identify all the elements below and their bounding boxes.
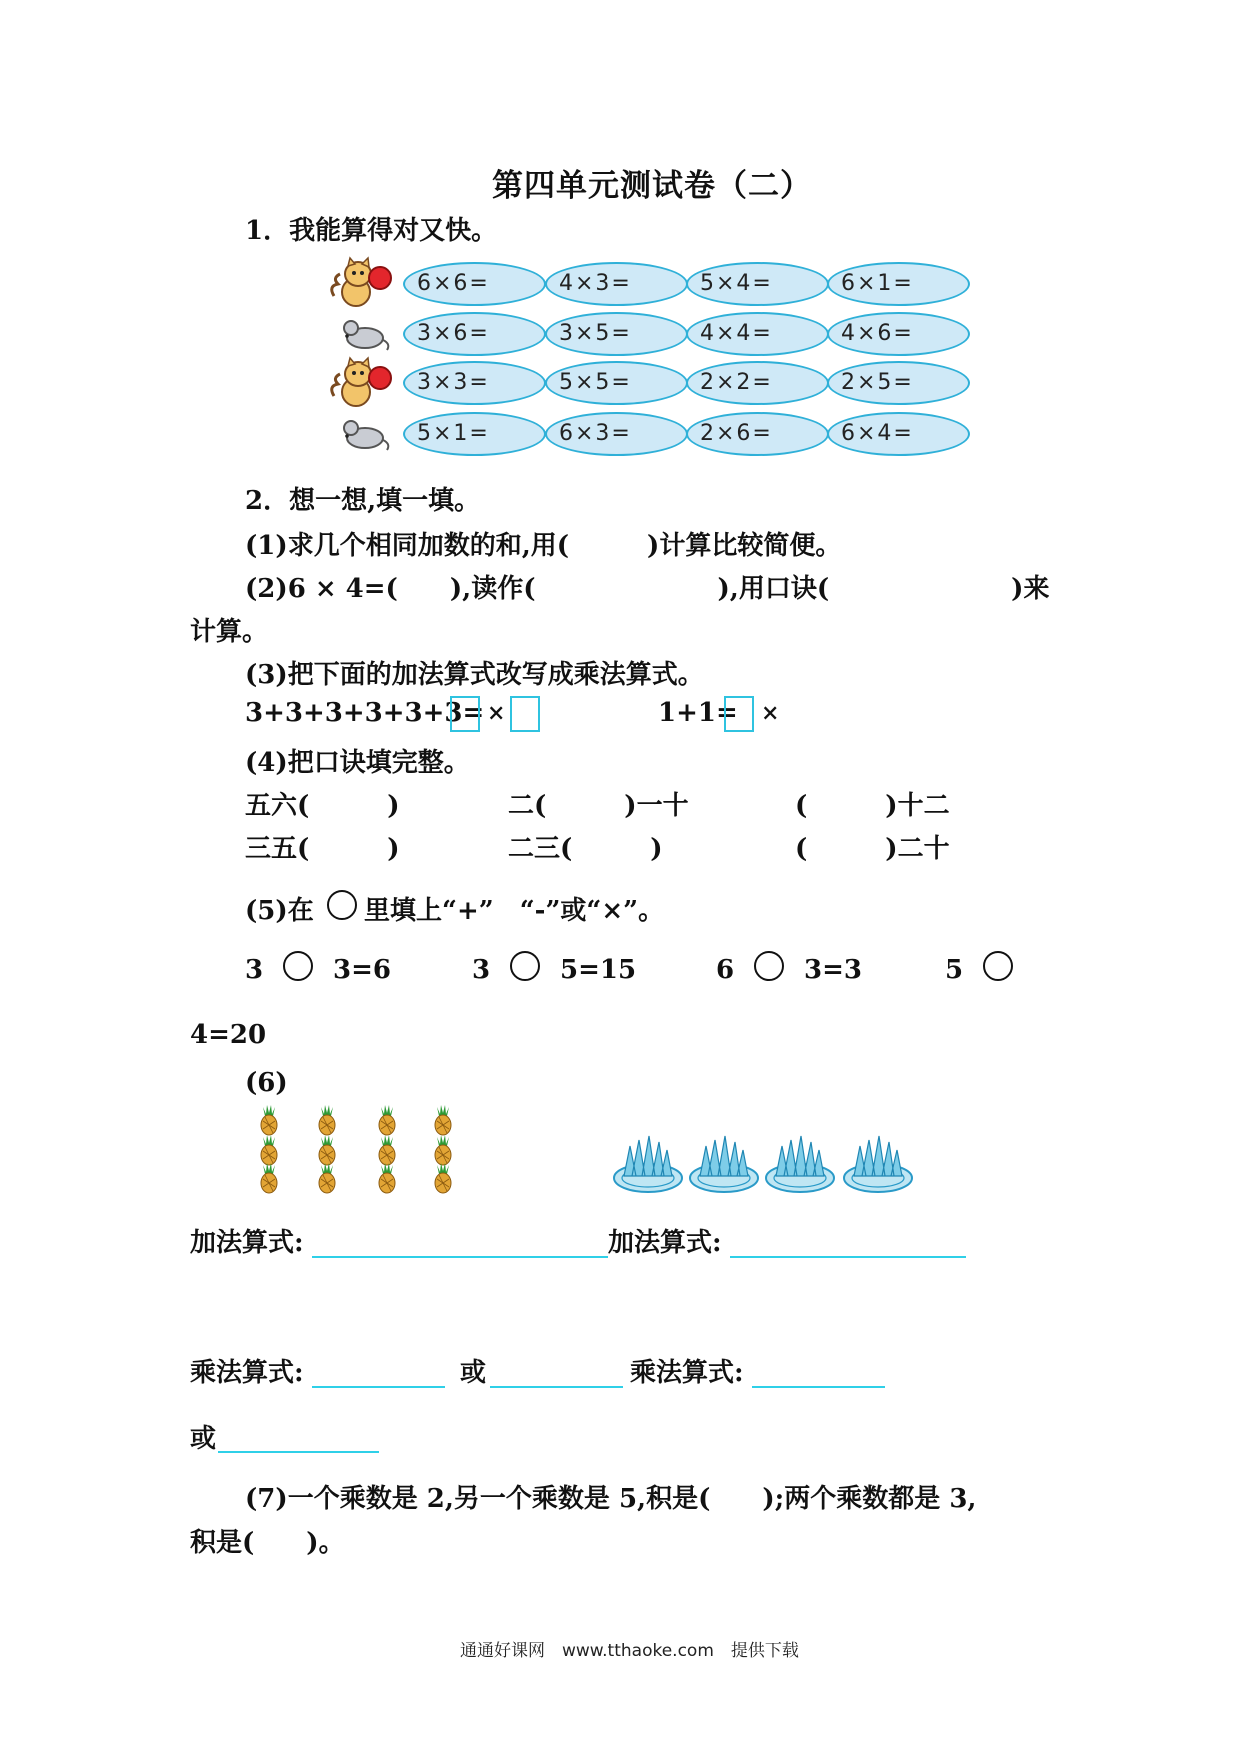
- multiplication-answer-line[interactable]: [312, 1386, 445, 1388]
- q5-operand: 3: [472, 955, 491, 985]
- mouse-icon: [335, 316, 393, 352]
- q5-operand: 5: [945, 955, 964, 985]
- calc-oval: 2×6=: [686, 412, 829, 456]
- calc-oval: 6×1=: [827, 262, 970, 306]
- rhyme-blank: 三五( ): [245, 834, 400, 864]
- operator-circle[interactable]: [754, 951, 784, 981]
- rhyme-blank: 二( )一十: [508, 791, 689, 821]
- rhyme-blank: ( )十二: [795, 791, 950, 821]
- calc-oval: 6×6=: [403, 262, 546, 306]
- q5-result: 3=3: [804, 955, 862, 985]
- rhyme-blank: ( )二十: [795, 834, 950, 864]
- section-1-heading: 1．我能算得对又快。: [245, 216, 498, 246]
- calc-oval: 2×5=: [827, 361, 970, 405]
- question-6: (6): [245, 1068, 288, 1098]
- calc-oval: 4×3=: [545, 262, 688, 306]
- page-title: 第四单元测试卷（二）: [492, 168, 812, 204]
- q5-result: 5=15: [560, 955, 637, 985]
- operator-circle[interactable]: [283, 951, 313, 981]
- calc-oval: 3×3=: [403, 361, 546, 405]
- calc-oval: 5×4=: [686, 262, 829, 306]
- addition-label: 加法算式:: [190, 1228, 304, 1258]
- question-2: (2)6 × 4=( ),读作( ),用口诀( )来: [245, 574, 1050, 604]
- addition-label: 加法算式:: [608, 1228, 722, 1258]
- or-label: 或: [190, 1424, 217, 1454]
- calc-oval: 4×4=: [686, 312, 829, 356]
- cat-icon: [328, 356, 396, 410]
- operator-circle[interactable]: [983, 951, 1013, 981]
- q5-operand: 3: [245, 955, 264, 985]
- or-label: 或: [460, 1358, 487, 1388]
- question-5-prefix: (5)在: [245, 896, 314, 926]
- multiplication-label: 乘法算式:: [630, 1358, 744, 1388]
- rhyme-blank: 五六( ): [245, 791, 400, 821]
- calc-oval: 5×1=: [403, 412, 546, 456]
- multiplication-label: 乘法算式:: [190, 1358, 304, 1388]
- times-sign: ×: [761, 700, 780, 726]
- q3-addition-right: 1+1=: [658, 698, 738, 728]
- footer-credit: 通通好课网 www.tthaoke.com 提供下载: [460, 1641, 799, 1661]
- q5-result: 3=6: [333, 955, 391, 985]
- multiplication-answer-line[interactable]: [752, 1386, 885, 1388]
- cat-icon: [328, 256, 396, 310]
- operator-circle[interactable]: [510, 951, 540, 981]
- calc-oval: 3×5=: [545, 312, 688, 356]
- multiplication-answer-line[interactable]: [490, 1386, 623, 1388]
- operator-circle: [327, 890, 357, 920]
- answer-box[interactable]: [450, 696, 480, 732]
- rhyme-blank: 二三( ): [508, 834, 663, 864]
- answer-box[interactable]: [724, 696, 754, 732]
- mouse-icon: [335, 416, 393, 452]
- addition-answer-line[interactable]: [312, 1256, 608, 1258]
- section-2-heading: 2．想一想,填一填。: [245, 486, 481, 516]
- pineapple-picture: [255, 1105, 475, 1195]
- multiplication-answer-line[interactable]: [218, 1451, 379, 1453]
- addition-answer-line[interactable]: [730, 1256, 966, 1258]
- times-sign: ×: [487, 700, 506, 726]
- calc-oval: 6×3=: [545, 412, 688, 456]
- calc-oval: 4×6=: [827, 312, 970, 356]
- watermelon-plates-picture: [612, 1128, 922, 1196]
- question-7: (7)一个乘数是 2,另一个乘数是 5,积是( );两个乘数都是 3,: [245, 1484, 977, 1514]
- question-3: (3)把下面的加法算式改写成乘法算式。: [245, 660, 704, 690]
- calc-oval: 2×2=: [686, 361, 829, 405]
- question-1: (1)求几个相同加数的和,用( )计算比较简便。: [245, 531, 842, 561]
- question-7-wrap: 积是( )。: [190, 1528, 345, 1558]
- question-5-text: 里填上“+” “-”或“×”。: [364, 896, 665, 926]
- q5-operand: 6: [716, 955, 735, 985]
- question-2-wrap: 计算。: [190, 617, 269, 647]
- q3-addition-left: 3+3+3+3+3+3=: [245, 698, 485, 728]
- calc-oval: 6×4=: [827, 412, 970, 456]
- question-4: (4)把口诀填完整。: [245, 748, 470, 778]
- answer-box[interactable]: [510, 696, 540, 732]
- q5-wrap: 4=20: [190, 1020, 267, 1050]
- calc-oval: 5×5=: [545, 361, 688, 405]
- calc-oval: 3×6=: [403, 312, 546, 356]
